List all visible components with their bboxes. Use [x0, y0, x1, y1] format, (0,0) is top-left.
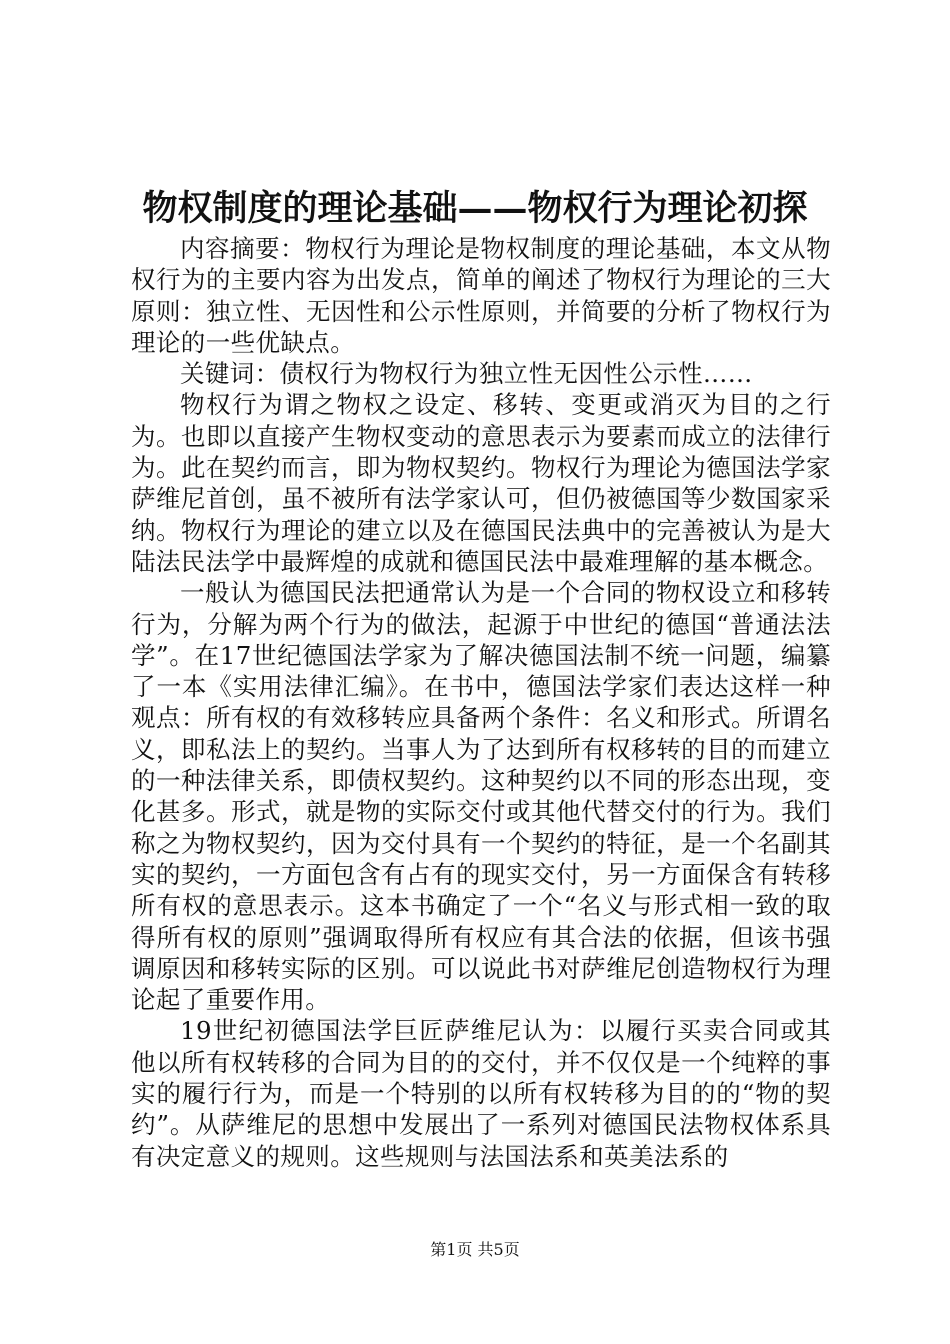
keywords-paragraph: 关键词：债权行为物权行为独立性无因性公示性…… — [180, 359, 753, 389]
body-paragraph: 物权行为谓之物权之设定、移转、变更或消灭为目的之行为。也即以直接产生物权变动的意思表示为要素而成立的法律行为。此在契约而言，即为物权契约。物权行为理论为德国法学家萨维尼首创，虽不被所有法学家认可，但仍被德国等少数国家采纳。物权行为理论的建立以及在德国民法典中的完善被认为是大陆法民法学中最辉煌的成就和德国民法中最难理解的基本概念。 — [131, 390, 831, 576]
abstract-paragraph: 内容摘要：物权行为理论是物权制度的理论基础，本文从物权行为的主要内容为出发点，简单的阐述了物权行为理论的三大原则：独立性、无因性和公示性原则，并简要的分析了物权行为理论的一些优缺点。 — [131, 234, 831, 357]
document-body — [131, 233, 831, 1172]
body-paragraph: 一般认为德国民法把通常认为是一个合同的物权设立和移转行为，分解为两个行为的做法，起源于中世纪的德国“普通法法学”。在17世纪德国法学家为了解决德国法制不统一问题，编纂了一本《实用法律汇编》。在书中，德国法学家们表达这样一种观点：所有权的有效移转应具备两个条件：名义和形式。所谓名义，即私法上的契约。当事人为了达到所有权移转的目的而建立的一种法律关系，即债权契约。这种契约以不同的形态出现，变化甚多。形式，就是物的实际交付或其他代替交付的行为。我们称之为物权契约，因为交付具有一个契约的特征，是一个名副其实的契约，一方面包含有占有的现实交付，另一方面保含有转移所有权的意思表示。这本书确定了一个“名义与形式相一致的取得所有权的原则”强调取得所有权应有其合法的依据，但该书强调原因和移转实际的区别。可以说此书对萨维尼创造物权行为理论起了重要作用。 — [131, 578, 831, 1015]
page-number-footer: 第1页 共5页 — [430, 1240, 520, 1259]
document-title: 物权制度的理论基础——物权行为理论初探 — [142, 188, 808, 229]
body-paragraph: 19世纪初德国法学巨匠萨维尼认为：以履行买卖合同或其他以所有权转移的合同为目的的交付，并不仅仅是一个纯粹的事实的履行行为，而是一个特别的以所有权转移为目的的“物的契约”。从萨维尼的思想中发展出了一系列对德国民法物权体系具有决定意义的规则。这些规则与法国法系和英美法系的 — [131, 1016, 831, 1171]
